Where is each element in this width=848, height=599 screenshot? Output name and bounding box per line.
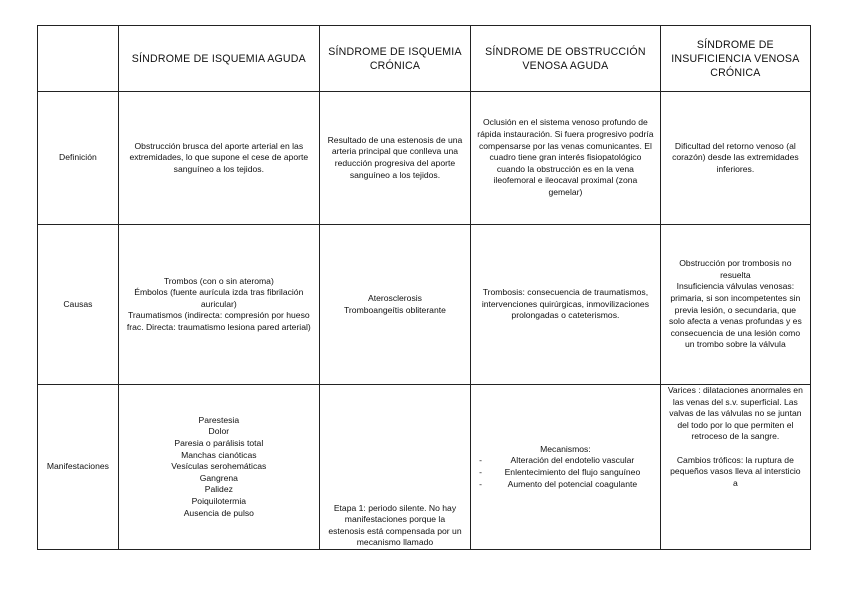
mechanisms-intro: Mecanismos: bbox=[540, 443, 591, 454]
cell-manifestaciones-isquemia-cronica: Etapa 1: periodo silente. No hay manifestaciones porque la estenosis está compensada por un mecanismo llamado bbox=[319, 385, 470, 550]
comparison-table bbox=[37, 25, 811, 550]
cause-line: Traumatismos (indirecta: compresión por hueso frac. Directa: traumatismo lesiona pared arterial) bbox=[126, 310, 311, 332]
list-item: - Enlentecimiento del flujo sanguíneo bbox=[477, 467, 654, 479]
cell-definicion-insuficiencia-venosa: Dificultad del retorno venoso (al corazón) desde las extremidades inferiores. bbox=[660, 92, 810, 225]
varices-text: Varices : dilataciones anormales en las venas del s.v. superficial. Las valvas de las válvulas no se juntan del todo por lo que permiten el retroceso de la sangre. bbox=[667, 385, 803, 442]
table-row-definicion bbox=[38, 92, 811, 225]
spacer bbox=[667, 443, 804, 455]
cell-manifestaciones-insuficiencia-venosa bbox=[660, 385, 810, 550]
row-label-causas: Causas bbox=[38, 225, 119, 385]
cause-line: Trombos (con o sin ateroma) bbox=[163, 275, 274, 286]
cause-line: Émbolos (fuente aurícula izda tras fibrilación auricular) bbox=[134, 287, 304, 309]
cause-line: Aterosclerosis bbox=[367, 292, 422, 303]
symptom-line: Parestesia bbox=[198, 414, 240, 425]
header-isquemia-cronica: SÍNDROME DE ISQUEMIA CRÓNICA bbox=[319, 26, 470, 92]
cell-definicion-isquemia-cronica: Resultado de una estenosis de una arteria principal que conlleva una reducción progresiva del aporte sanguíneo a los tejidos. bbox=[319, 92, 470, 225]
cell-causas-insuficiencia-venosa bbox=[660, 225, 810, 385]
symptom-line: Gangrena bbox=[199, 472, 238, 483]
mechanisms-list bbox=[477, 455, 654, 490]
symptom-line: Poiquilotermia bbox=[191, 495, 247, 506]
header-isquemia-aguda: SÍNDROME DE ISQUEMIA AGUDA bbox=[118, 26, 319, 92]
cell-causas-isquemia-aguda bbox=[118, 225, 319, 385]
list-item: - Aumento del potencial coagulante bbox=[477, 479, 654, 491]
trophic-changes-text: Cambios tróficos: la ruptura de pequeños vasos lleva al intersticio a bbox=[670, 454, 801, 488]
row-label-definicion: Definición bbox=[38, 92, 119, 225]
header-row bbox=[38, 26, 811, 92]
cell-manifestaciones-obstruccion-venosa bbox=[471, 385, 661, 550]
symptom-line: Palidez bbox=[204, 484, 233, 495]
symptom-line: Paresia o parálisis total bbox=[174, 438, 264, 449]
header-insuficiencia-venosa-cronica: SÍNDROME DE INSUFICIENCIA VENOSA CRÓNICA bbox=[660, 26, 810, 92]
list-item: - Alteración del endotelio vascular bbox=[477, 455, 654, 467]
header-empty-cell bbox=[38, 26, 119, 92]
symptom-line: Dolor bbox=[208, 426, 230, 437]
table-row-causas bbox=[38, 225, 811, 385]
cause-line: Tromboangeítis obliterante bbox=[344, 304, 446, 315]
symptom-line: Vesículas serohemáticas bbox=[171, 461, 267, 472]
symptom-line: Manchas cianóticas bbox=[181, 449, 257, 460]
symptom-line: Ausencia de pulso bbox=[183, 507, 254, 518]
cell-definicion-isquemia-aguda: Obstrucción brusca del aporte arterial en las extremidades, lo que supone el cese de aporte sanguíneo a los tejidos. bbox=[118, 92, 319, 225]
cell-manifestaciones-isquemia-aguda bbox=[118, 385, 319, 550]
cause-line: Insuficiencia válvulas venosas: primaria, si son incompetentes sin previa lesión, o secundaria, que solo afecta a venas profundas y es consecuencia de una lesión como un trombo sobre la válvula bbox=[668, 281, 802, 350]
cause-line: Obstrucción por trombosis no resuelta bbox=[679, 258, 792, 280]
cell-causas-obstruccion-venosa: Trombosis: consecuencia de traumatismos, intervenciones quirúrgicas, inmovilizaciones prolongadas o cateterismos. bbox=[471, 225, 661, 385]
row-label-manifestaciones: Manifestaciones bbox=[38, 385, 119, 550]
table-row-manifestaciones bbox=[38, 385, 811, 550]
cell-causas-isquemia-cronica bbox=[319, 225, 470, 385]
header-obstruccion-venosa-aguda: SÍNDROME DE OBSTRUCCIÓN VENOSA AGUDA bbox=[471, 26, 661, 92]
cell-definicion-obstruccion-venosa: Oclusión en el sistema venoso profundo de rápida instauración. Si fuera progresivo podría compensarse por las venas comunicantes. El cuadro tiene gran interés fisiopatológico cuando la obstrucción es en la vena ileofemoral e ileocaval proximal (zona gemelar) bbox=[471, 92, 661, 225]
